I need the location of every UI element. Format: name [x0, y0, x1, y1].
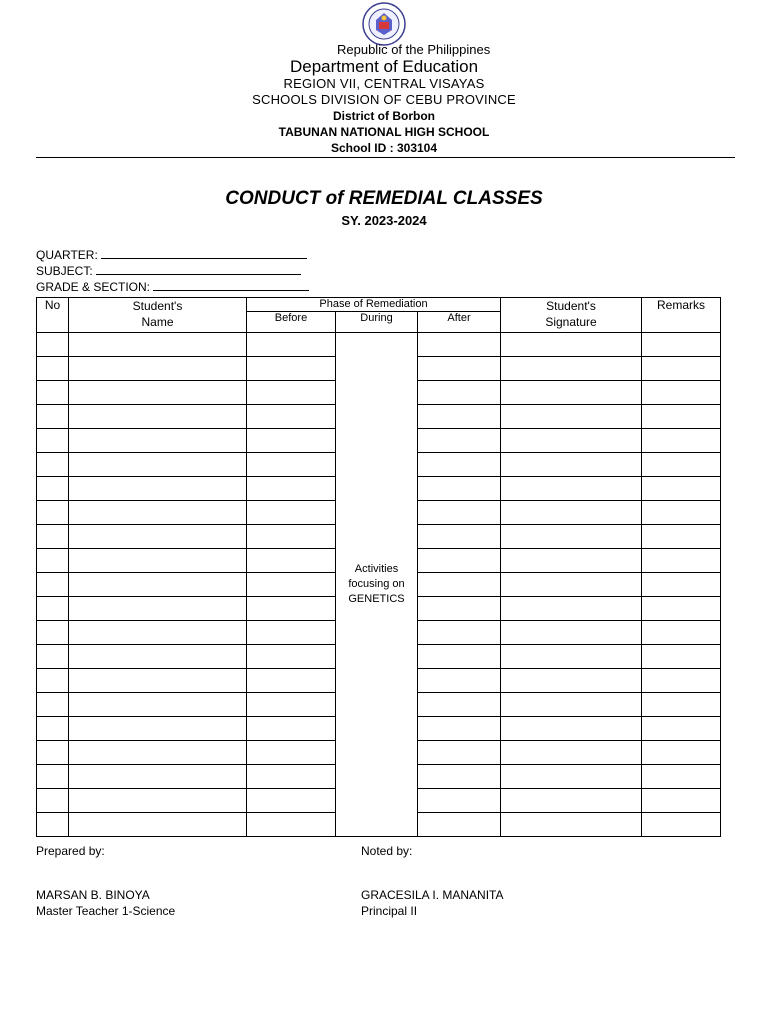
cell-after[interactable] — [418, 693, 501, 717]
cell-remarks[interactable] — [642, 453, 721, 477]
cell-remarks[interactable] — [642, 573, 721, 597]
school-year: SY. 2023-2024 — [341, 213, 427, 228]
cell-no[interactable] — [37, 549, 69, 573]
cell-no[interactable] — [37, 645, 69, 669]
cell-signature[interactable] — [501, 333, 642, 357]
col-header-before: Before — [247, 312, 336, 333]
cell-after[interactable] — [418, 789, 501, 813]
cell-remarks[interactable] — [642, 333, 721, 357]
grade-section-blank-line[interactable] — [153, 280, 309, 291]
cell-after[interactable] — [418, 549, 501, 573]
col-header-signature-line2: Signature — [545, 315, 597, 329]
cell-remarks[interactable] — [642, 525, 721, 549]
cell-before[interactable] — [247, 765, 336, 789]
cell-signature[interactable] — [501, 765, 642, 789]
cell-student-name[interactable] — [69, 525, 247, 549]
cell-before[interactable] — [247, 477, 336, 501]
cell-student-name[interactable] — [69, 333, 247, 357]
cell-student-name[interactable] — [69, 669, 247, 693]
noter-title: Principal II — [361, 904, 418, 918]
cell-signature[interactable] — [501, 669, 642, 693]
subject-label: SUBJECT: — [36, 264, 93, 278]
col-header-no: No — [37, 298, 69, 333]
cell-no[interactable] — [37, 525, 69, 549]
cell-remarks[interactable] — [642, 597, 721, 621]
cell-remarks[interactable] — [642, 357, 721, 381]
cell-before[interactable] — [247, 621, 336, 645]
cell-after[interactable] — [418, 621, 501, 645]
cell-remarks[interactable] — [642, 405, 721, 429]
cell-after[interactable] — [418, 357, 501, 381]
cell-no[interactable] — [37, 573, 69, 597]
cell-before[interactable] — [247, 357, 336, 381]
cell-signature[interactable] — [501, 525, 642, 549]
cell-remarks[interactable] — [642, 621, 721, 645]
school-name: TABUNAN NATIONAL HIGH SCHOOL — [278, 125, 490, 139]
cell-after[interactable] — [418, 813, 501, 837]
cell-after[interactable] — [418, 669, 501, 693]
cell-after[interactable] — [418, 381, 501, 405]
cell-no[interactable] — [37, 333, 69, 357]
cell-before[interactable] — [247, 501, 336, 525]
cell-no[interactable] — [37, 717, 69, 741]
cell-no[interactable] — [37, 453, 69, 477]
cell-before[interactable] — [247, 669, 336, 693]
cell-no[interactable] — [37, 621, 69, 645]
cell-before[interactable] — [247, 597, 336, 621]
cell-before[interactable] — [247, 741, 336, 765]
cell-no[interactable] — [37, 813, 69, 837]
cell-signature[interactable] — [501, 405, 642, 429]
cell-no[interactable] — [37, 477, 69, 501]
school-id: School ID : 303104 — [330, 141, 438, 155]
department-name: Department of Education — [289, 57, 479, 76]
grade-section-field — [36, 280, 309, 294]
col-header-student-name — [69, 298, 247, 333]
prepared-by-label: Prepared by: — [36, 844, 105, 858]
cell-student-name[interactable] — [69, 789, 247, 813]
cell-signature[interactable] — [501, 381, 642, 405]
during-activity-cell — [336, 333, 418, 837]
cell-student-name[interactable] — [69, 381, 247, 405]
cell-student-name[interactable] — [69, 453, 247, 477]
cell-signature[interactable] — [501, 597, 642, 621]
cell-no[interactable] — [37, 405, 69, 429]
region-text: REGION VII, CENTRAL VISAYAS — [283, 76, 485, 91]
cell-after[interactable] — [418, 477, 501, 501]
subject-blank-line[interactable] — [96, 264, 301, 275]
cell-before[interactable] — [247, 525, 336, 549]
cell-after[interactable] — [418, 525, 501, 549]
cell-student-name[interactable] — [69, 477, 247, 501]
remedial-class-table — [36, 297, 721, 837]
cell-student-name[interactable] — [69, 765, 247, 789]
cell-student-name[interactable] — [69, 429, 247, 453]
cell-remarks[interactable] — [642, 789, 721, 813]
cell-student-name[interactable] — [69, 357, 247, 381]
deped-seal-logo — [362, 2, 406, 46]
cell-remarks[interactable] — [642, 693, 721, 717]
cell-after[interactable] — [418, 405, 501, 429]
cell-after[interactable] — [418, 333, 501, 357]
cell-before[interactable] — [247, 813, 336, 837]
cell-after[interactable] — [418, 765, 501, 789]
cell-student-name[interactable] — [69, 813, 247, 837]
cell-no[interactable] — [37, 693, 69, 717]
cell-after[interactable] — [418, 429, 501, 453]
cell-student-name[interactable] — [69, 693, 247, 717]
cell-after[interactable] — [418, 717, 501, 741]
cell-signature[interactable] — [501, 477, 642, 501]
cell-signature[interactable] — [501, 621, 642, 645]
col-header-student-name-line1: Student's — [132, 299, 183, 313]
cell-no[interactable] — [37, 741, 69, 765]
division-text: SCHOOLS DIVISION OF CEBU PROVINCE — [252, 92, 516, 107]
cell-before[interactable] — [247, 453, 336, 477]
cell-after[interactable] — [418, 573, 501, 597]
cell-signature[interactable] — [501, 741, 642, 765]
cell-signature[interactable] — [501, 549, 642, 573]
cell-student-name[interactable] — [69, 741, 247, 765]
cell-no[interactable] — [37, 765, 69, 789]
cell-before[interactable] — [247, 573, 336, 597]
table-row — [37, 333, 721, 357]
col-header-during: During — [336, 312, 418, 333]
cell-signature[interactable] — [501, 573, 642, 597]
cell-signature[interactable] — [501, 813, 642, 837]
cell-before[interactable] — [247, 405, 336, 429]
noter-name: GRACESILA I. MANANITA — [361, 888, 504, 902]
cell-student-name[interactable] — [69, 501, 247, 525]
cell-no[interactable] — [37, 429, 69, 453]
cell-before[interactable] — [247, 789, 336, 813]
cell-remarks[interactable] — [642, 477, 721, 501]
cell-remarks[interactable] — [642, 813, 721, 837]
cell-student-name[interactable] — [69, 573, 247, 597]
header-divider — [36, 157, 735, 158]
cell-signature[interactable] — [501, 453, 642, 477]
cell-signature[interactable] — [501, 429, 642, 453]
cell-student-name[interactable] — [69, 405, 247, 429]
cell-signature[interactable] — [501, 501, 642, 525]
cell-student-name[interactable] — [69, 549, 247, 573]
cell-no[interactable] — [37, 501, 69, 525]
cell-signature[interactable] — [501, 789, 642, 813]
cell-remarks[interactable] — [642, 741, 721, 765]
cell-after[interactable] — [418, 645, 501, 669]
col-header-remarks: Remarks — [642, 298, 721, 333]
quarter-label: QUARTER: — [36, 248, 98, 262]
during-activity-line: Activities — [354, 563, 399, 575]
cell-signature[interactable] — [501, 357, 642, 381]
cell-remarks[interactable] — [642, 717, 721, 741]
cell-student-name[interactable] — [69, 621, 247, 645]
cell-student-name[interactable] — [69, 717, 247, 741]
cell-after[interactable] — [418, 597, 501, 621]
cell-no[interactable] — [37, 597, 69, 621]
cell-remarks[interactable] — [642, 381, 721, 405]
subject-field — [36, 264, 301, 278]
republic-text: Republic of the Philippines — [337, 42, 491, 57]
cell-before[interactable] — [247, 381, 336, 405]
quarter-blank-line[interactable] — [101, 248, 307, 259]
cell-after[interactable] — [418, 501, 501, 525]
table-body — [37, 333, 721, 837]
cell-before[interactable] — [247, 645, 336, 669]
col-header-student-name-line2: Name — [141, 315, 174, 329]
cell-signature[interactable] — [501, 645, 642, 669]
preparer-name: MARSAN B. BINOYA — [36, 888, 150, 902]
cell-no[interactable] — [37, 669, 69, 693]
cell-before[interactable] — [247, 693, 336, 717]
during-activity-line: GENETICS — [348, 593, 405, 605]
col-header-phase: Phase of Remediation — [247, 298, 501, 312]
cell-after[interactable] — [418, 741, 501, 765]
col-header-signature-line1: Student's — [546, 299, 596, 313]
cell-remarks[interactable] — [642, 645, 721, 669]
cell-before[interactable] — [247, 549, 336, 573]
cell-signature[interactable] — [501, 717, 642, 741]
quarter-field — [36, 248, 307, 262]
cell-after[interactable] — [418, 453, 501, 477]
cell-remarks[interactable] — [642, 669, 721, 693]
cell-before[interactable] — [247, 717, 336, 741]
col-header-signature — [501, 298, 642, 333]
preparer-title: Master Teacher 1-Science — [36, 904, 176, 918]
cell-no[interactable] — [37, 789, 69, 813]
col-header-after: After — [418, 312, 501, 333]
noted-by-label: Noted by: — [361, 844, 413, 858]
cell-student-name[interactable] — [69, 597, 247, 621]
cell-student-name[interactable] — [69, 645, 247, 669]
cell-remarks[interactable] — [642, 501, 721, 525]
cell-before[interactable] — [247, 333, 336, 357]
cell-remarks[interactable] — [642, 549, 721, 573]
cell-signature[interactable] — [501, 693, 642, 717]
during-activity-line: focusing on — [348, 578, 405, 590]
cell-no[interactable] — [37, 357, 69, 381]
cell-remarks[interactable] — [642, 765, 721, 789]
district-text: District of Borbon — [333, 109, 435, 123]
cell-before[interactable] — [247, 429, 336, 453]
cell-no[interactable] — [37, 381, 69, 405]
document-title: CONDUCT of REMEDIAL CLASSES — [225, 188, 543, 209]
cell-remarks[interactable] — [642, 429, 721, 453]
grade-section-label: GRADE & SECTION: — [36, 280, 151, 294]
